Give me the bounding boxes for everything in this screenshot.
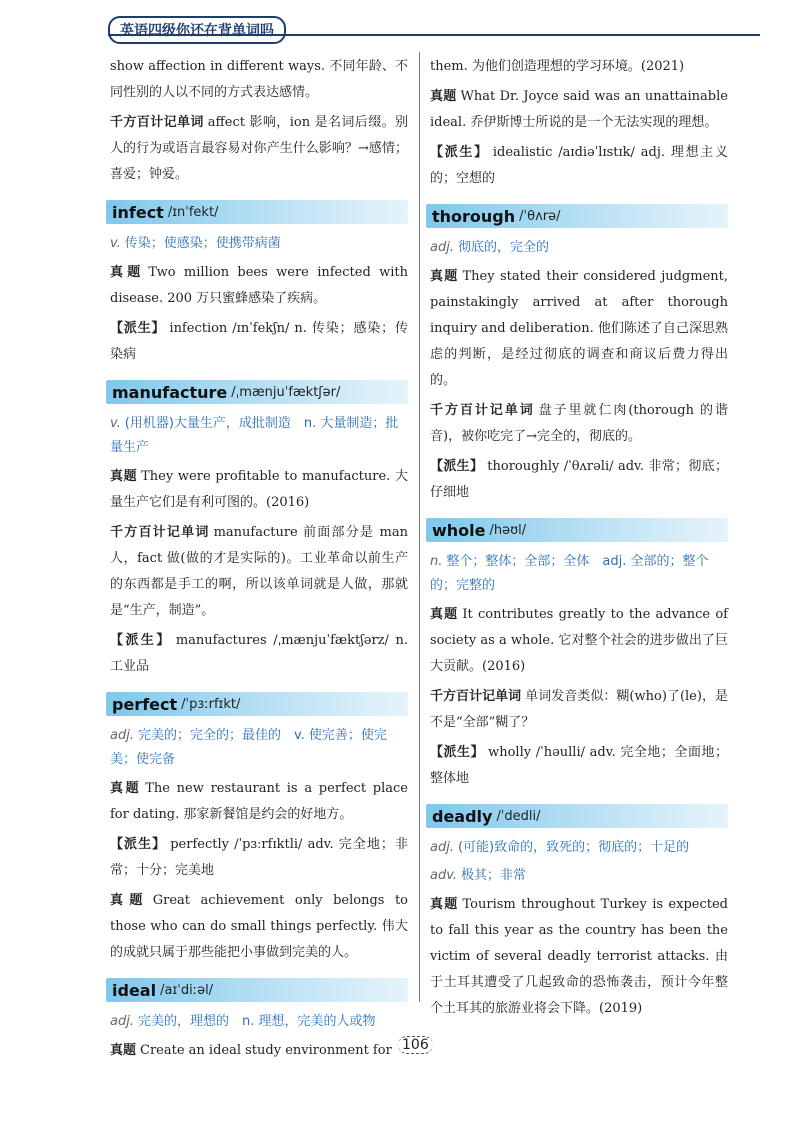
definition-text: 彻底的，完全的 <box>457 240 549 255</box>
phonetic: /ˈθʌrə/ <box>519 208 561 224</box>
derivative <box>110 628 408 680</box>
example-label: 真题 <box>110 1043 137 1058</box>
intro-text: show affection in different ways. 不同年龄、不同性别的人以不同的方式表达感情。 <box>110 59 408 100</box>
derivative-label: 【派生】 <box>430 459 484 474</box>
example <box>110 888 408 966</box>
headword: infect <box>112 202 164 222</box>
example <box>430 892 728 1022</box>
memory-label: 千方百计记单词 <box>110 525 210 540</box>
page-number: 106 <box>398 1036 433 1054</box>
derivative-text: infection /ɪnˈfekʃn/ n. 传染；感染；传染病 <box>110 321 408 362</box>
definition <box>430 836 728 860</box>
headword: thorough <box>432 206 516 226</box>
definition-text: 完美的，理想的 n. 理想，完美的人或物 <box>137 1014 376 1029</box>
example-text: The new restaurant is a perfect place for dating. 那家新餐馆是约会的好地方。 <box>110 781 408 822</box>
memory-tip <box>110 520 408 624</box>
definition-text: 完美的；完全的；最佳的 v. 使完善；使完美；使完备 <box>110 728 387 767</box>
example-label: 真题 <box>110 893 149 908</box>
example <box>110 776 408 828</box>
definition <box>110 232 408 256</box>
memory-tip <box>430 684 728 736</box>
phonetic: /ɪnˈfekt/ <box>167 204 219 220</box>
example-text: Tourism throughout Turkey is expected to fall this year as the country has been the victim of several deadly terrorist attacks. 由于土耳其遭受了几起致命的恐怖袭击，预计今年整个土耳其的旅游业将会下降。(2019) <box>430 897 728 1016</box>
memory-text: 单词发音类似：糊(who)了(le)，是不是“全部”糊了？ <box>430 689 728 730</box>
part-of-speech: v. <box>110 236 121 251</box>
example <box>110 464 408 516</box>
example-text: They were profitable to manufacture. 大量生产它们是有利可图的。(2016) <box>110 469 408 510</box>
memory-text: 盘子里就仁肉(thorough 的谐音)，被你吃完了→完全的，彻底的。 <box>430 403 728 444</box>
phonetic: /ˈpɜːrfɪkt/ <box>181 696 241 712</box>
definition <box>430 236 728 260</box>
part-of-speech: adv. <box>430 868 457 883</box>
example-label: 真题 <box>110 781 142 796</box>
definition-text: 整个；整体；全部；全体 adj. 全部的；整个的；完整的 <box>430 554 709 593</box>
example <box>430 264 728 394</box>
example-continued: them. 为他们创造理想的学习环境。(2021) <box>430 59 685 74</box>
entry-header-thorough <box>426 204 728 228</box>
memory-label: 千方百计记单词 <box>430 689 522 704</box>
phonetic: /ˌmænjuˈfæktʃər/ <box>231 384 341 400</box>
example <box>110 260 408 312</box>
part-of-speech: adj. <box>110 1014 134 1029</box>
example-label: 真题 <box>430 269 459 284</box>
derivative-label: 【派生】 <box>430 745 485 760</box>
definition <box>110 1010 408 1034</box>
memory-label: 千方百计记单词 <box>430 403 535 418</box>
entry-header-ideal <box>106 978 408 1002</box>
definition-text: (用机器)大量生产，成批制造 n. 大量制造；批量生产 <box>110 416 399 455</box>
derivative-label: 【派生】 <box>110 633 172 648</box>
definition-text: 极其；非常 <box>460 868 526 883</box>
derivative <box>430 740 728 792</box>
headword: manufacture <box>112 382 228 402</box>
definition-text: 传染；使感染；使携带病菌 <box>124 236 281 251</box>
derivative-label: 【派生】 <box>430 145 489 160</box>
part-of-speech: v. <box>110 416 121 431</box>
derivative-text: wholly /ˈhəulli/ adv. 完全地；全面地；整体地 <box>430 745 728 786</box>
entry-header-whole <box>426 518 728 542</box>
example-label: 真题 <box>430 607 459 622</box>
memory-tip <box>430 398 728 450</box>
headword: perfect <box>112 694 178 714</box>
derivative-label: 【派生】 <box>110 837 167 852</box>
example <box>430 84 728 136</box>
example-text: It contributes greatly to the advance of society as a whole. 它对整个社会的进步做出了巨大贡献。(2016) <box>430 607 728 674</box>
book-title-badge: 英语四级你还在背单词吗 <box>108 16 286 44</box>
example-text: Great achievement only belongs to those who can do small things perfectly. 伟大的成就只属于那些能把小事做到完美的人。 <box>110 893 408 960</box>
entry-header-perfect <box>106 692 408 716</box>
definition <box>110 724 408 772</box>
headword: deadly <box>432 806 493 826</box>
memory-text: manufacture 前面部分是 man 人，fact 做(做的才是实际的)。工业革命以前生产的东西都是手工的啊，所以该单词就是人做，那就是“生产，制造”。 <box>110 525 408 618</box>
derivative <box>110 832 408 884</box>
entry-header-manufacture <box>106 380 408 404</box>
example-label: 真题 <box>430 89 457 104</box>
part-of-speech: n. <box>430 554 443 569</box>
phonetic: /ˈdedli/ <box>496 808 541 824</box>
derivative-label: 【派生】 <box>110 321 166 336</box>
example-text: Create an ideal study environment for <box>140 1043 392 1058</box>
example-text: What Dr. Joyce said was an unattainable ideal. 乔伊斯博士所说的是一个无法实现的理想。 <box>430 89 728 130</box>
entry-header-infect <box>106 200 408 224</box>
part-of-speech: adj. <box>430 840 454 855</box>
example-label: 真题 <box>430 897 459 912</box>
example <box>430 602 728 680</box>
derivative <box>430 454 728 506</box>
derivative <box>430 140 728 192</box>
headword: whole <box>432 520 486 540</box>
definition <box>110 412 408 460</box>
derivative-text: thoroughly /ˈθʌrəli/ adv. 非常；彻底；仔细地 <box>430 459 728 500</box>
entry-header-deadly <box>426 804 728 828</box>
column-divider <box>419 52 420 1002</box>
part-of-speech: adj. <box>430 240 454 255</box>
example-text: Two million bees were infected with disease. 200 万只蜜蜂感染了疾病。 <box>110 265 408 306</box>
example-text: They stated their considered judgment, painstakingly arrived at after thorough inquiry and deliberation. 他们陈述了自己深思熟虑的判断，是经过彻底的调查和商议后费力得出的。 <box>430 269 728 388</box>
memory-label: 千方百计记单词 <box>110 115 204 130</box>
intro-memory <box>110 110 408 188</box>
example <box>110 1038 408 1064</box>
derivative-text: idealistic /aɪdiəˈlɪstɪk/ adj. 理想主义的；空想的 <box>430 145 728 186</box>
header-rule <box>108 34 760 36</box>
example-label: 真题 <box>110 469 138 484</box>
headword: ideal <box>112 980 157 1000</box>
part-of-speech: adj. <box>110 728 134 743</box>
derivative <box>110 316 408 368</box>
definition-text: (可能)致命的，致死的；彻底的；十足的 <box>457 840 690 855</box>
derivative-text: perfectly /ˈpɜːrfɪktli/ adv. 完全地；非常；十分；完美地 <box>110 837 408 878</box>
derivative-text: manufactures /ˌmænjuˈfæktʃərz/ n. 工业品 <box>110 633 408 674</box>
phonetic: /aɪˈdiːəl/ <box>160 982 214 998</box>
memory-text: affect 影响，ion 是名词后缀。别人的行为或语言最容易对你产生什么影响？→感情；喜爱；钟爱。 <box>110 115 408 182</box>
definition <box>430 864 728 888</box>
phonetic: /həʊl/ <box>489 522 527 538</box>
left-column <box>110 54 408 1068</box>
example-label: 真题 <box>110 265 145 280</box>
right-column <box>430 54 728 1026</box>
definition <box>430 550 728 598</box>
